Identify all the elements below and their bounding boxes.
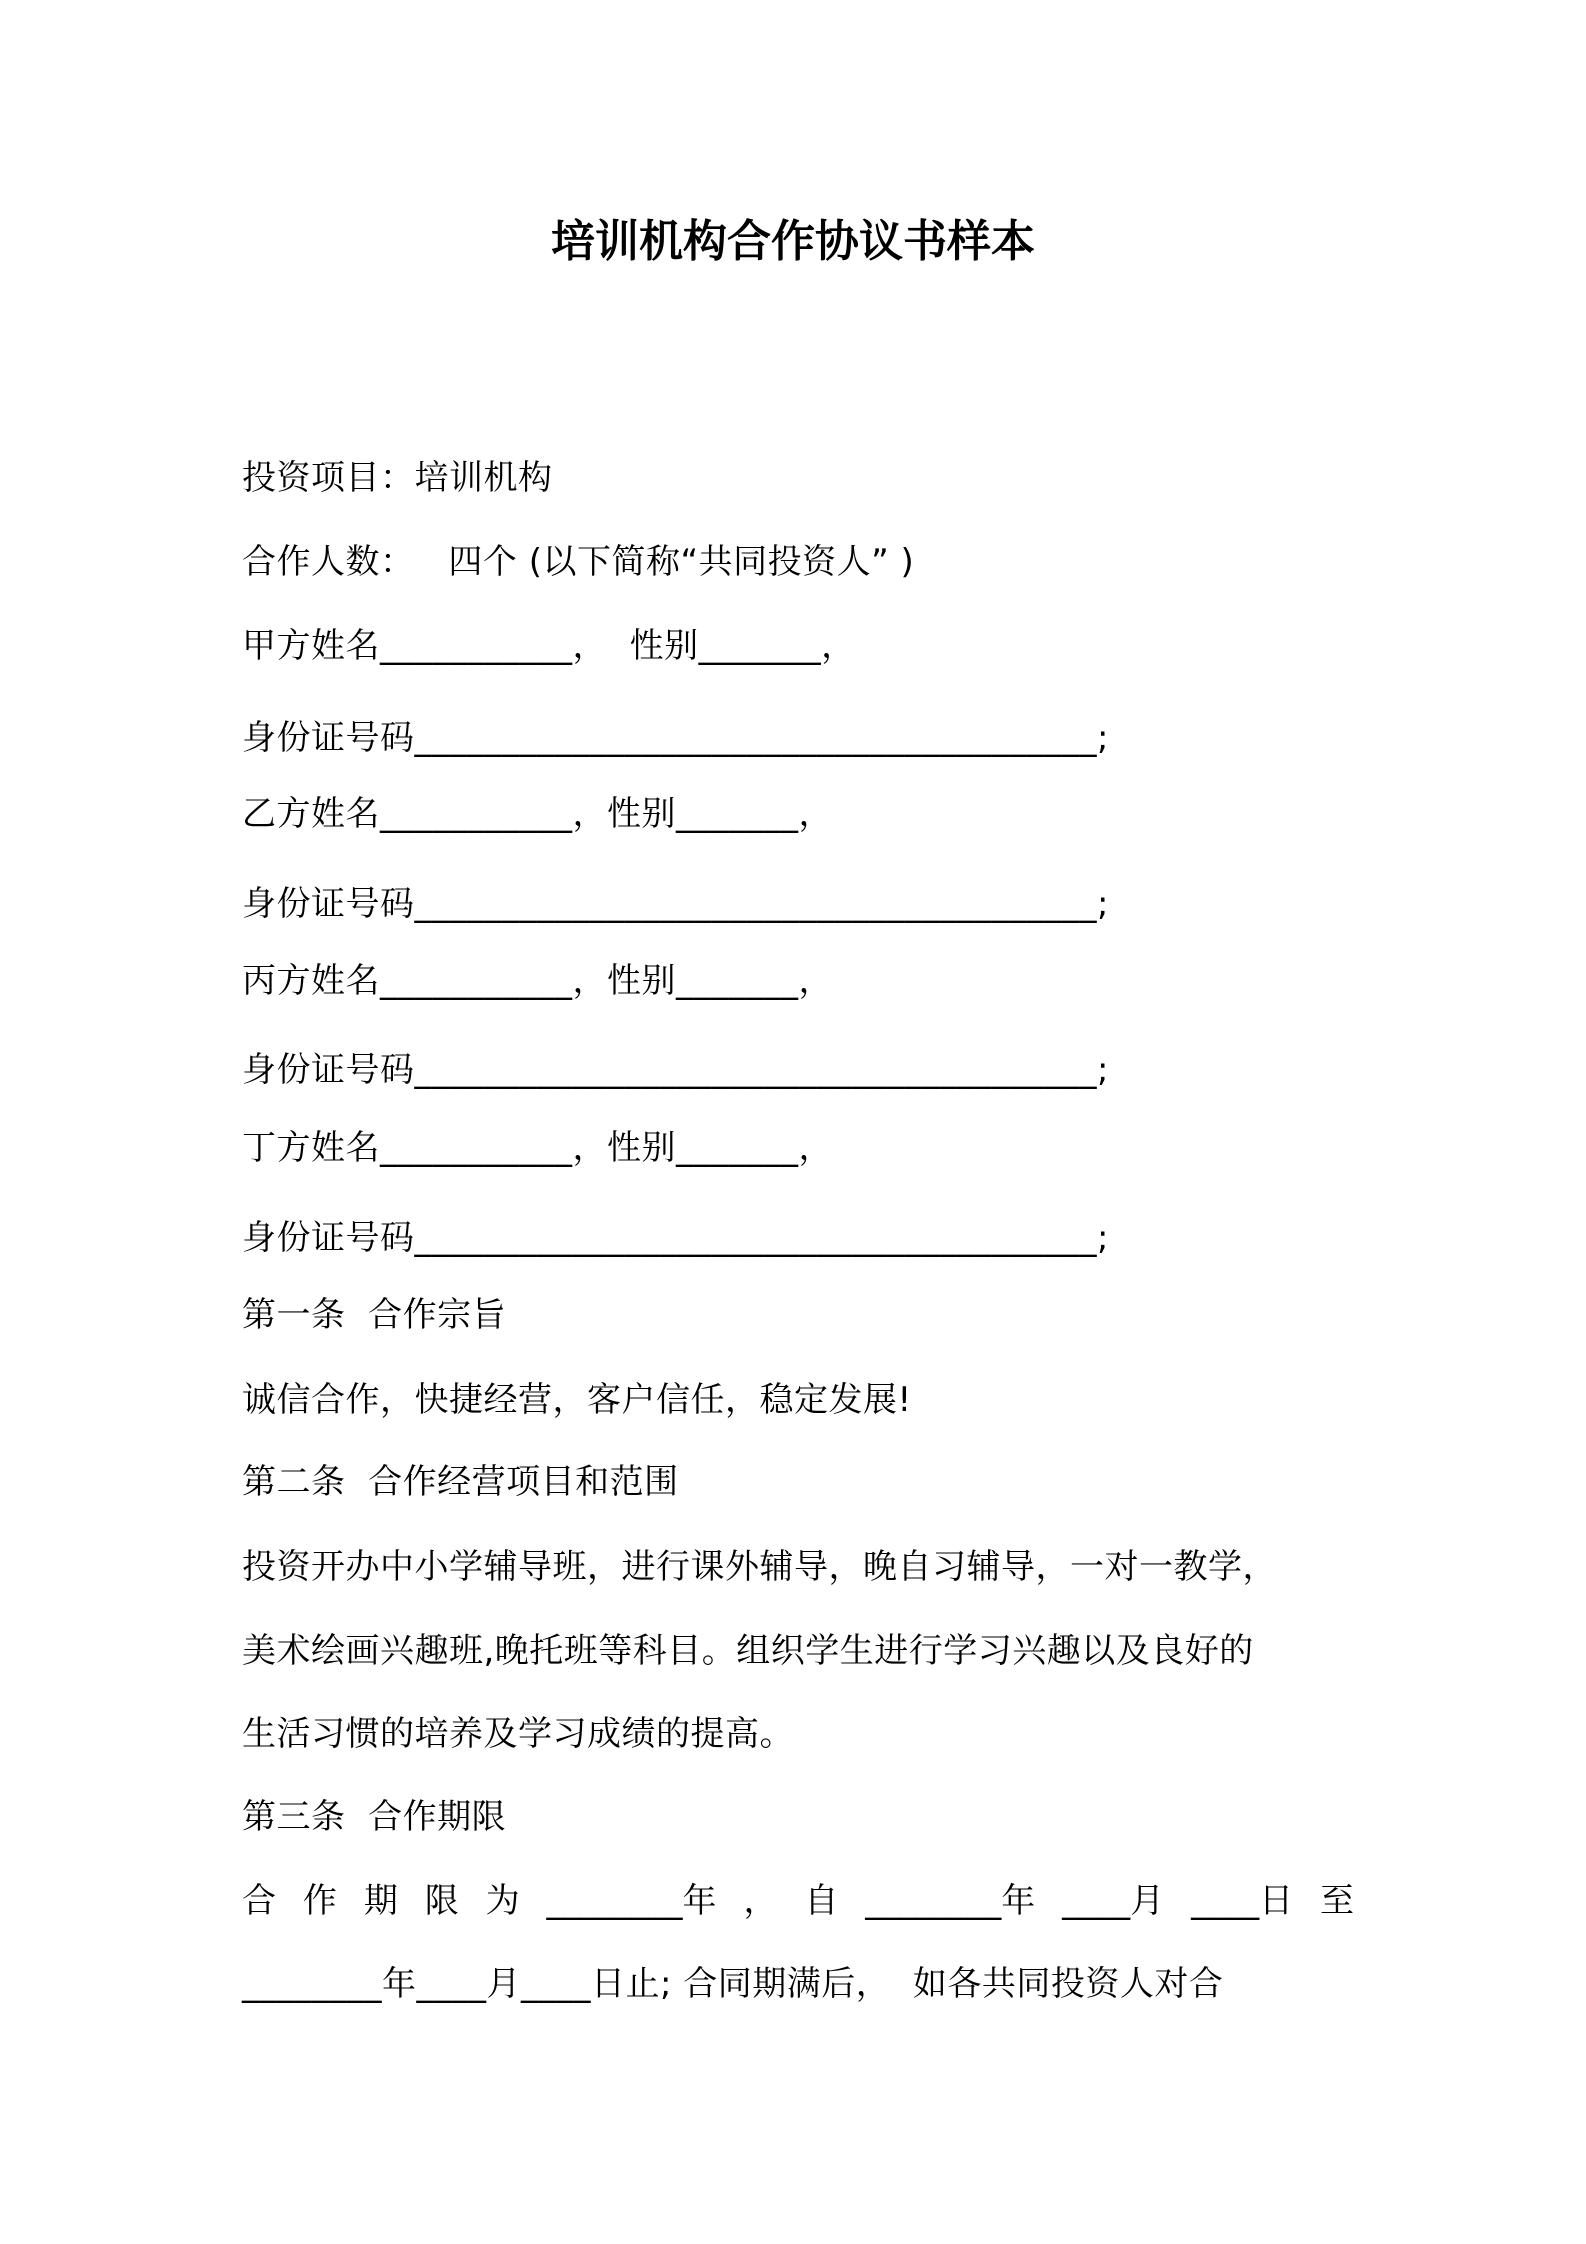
term-word: 为 [485,1881,520,1921]
term-word: ____日 [1191,1881,1294,1921]
article-1-body: 诚信合作，快捷经营，客户信任，稳定发展! [242,1380,912,1420]
article-3-body-line-1 [242,1877,1354,1925]
party-d-name-line: 丁方姓名___________，性别_______， [242,1128,833,1168]
article-2-heading: 第二条 合作经营项目和范围 [242,1462,679,1502]
partner-count-line: 合作人数： 四个 (以下简称“共同投资人” ) [242,542,915,582]
party-b-id-line: 身份证号码_______________________________________; [242,884,1109,924]
term-word: 合 [242,1881,276,1921]
article-2-body-line-3: 生活习惯的培养及学习成绩的提高。 [242,1714,794,1754]
term-word: ， [743,1881,778,1921]
article-3-heading: 第三条 合作期限 [242,1797,507,1837]
article-1-heading: 第一条 合作宗旨 [242,1295,507,1335]
party-c-name-line: 丙方姓名___________，性别_______， [242,961,833,1001]
article-2-body-line-2: 美术绘画兴趣班,晚托班等科目。组织学生进行学习兴趣以及良好的 [242,1631,1254,1671]
article-3-body-line-2: ________年____月____日止; 合同期满后， 如各共同投资人对合 [242,1964,1224,2004]
term-word: 期 [363,1881,398,1921]
term-word: 作 [302,1881,337,1921]
term-word: 自 [804,1881,839,1921]
party-d-id-line: 身份证号码_______________________________________; [242,1218,1109,1258]
term-word: ____月 [1062,1881,1165,1921]
party-a-id-line: 身份证号码_______________________________________; [242,718,1109,758]
document-title: 培训机构合作协议书样本 [551,216,1035,267]
term-word: 限 [424,1881,459,1921]
investment-project-line: 投资项目：培训机构 [242,458,553,498]
party-b-name-line: 乙方姓名___________，性别_______， [242,794,833,834]
party-c-id-line: 身份证号码_______________________________________; [242,1050,1109,1090]
term-word: ________年 [865,1881,1036,1921]
term-word: ________年 [546,1881,717,1921]
term-word: 至 [1319,1881,1354,1921]
article-2-body-line-1: 投资开办中小学辅导班，进行课外辅导，晚自习辅导，一对一教学， [242,1547,1277,1587]
party-a-name-line: 甲方姓名___________， 性别_______， [242,626,856,666]
